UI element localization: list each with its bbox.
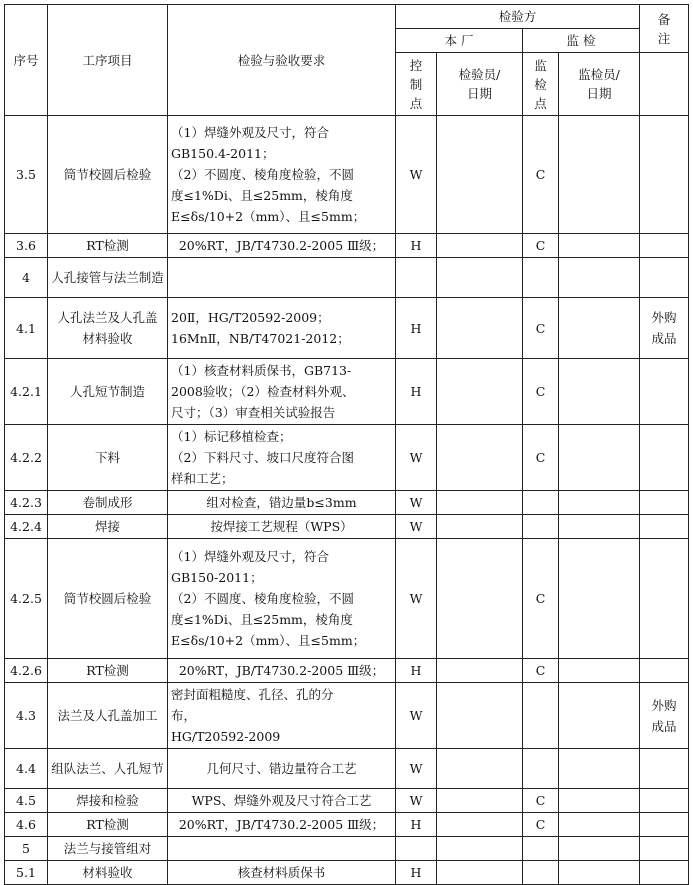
row-control-point: H bbox=[396, 298, 437, 359]
row-supervision-point: C bbox=[523, 659, 559, 683]
requirement-line: HG/T20592-2009 bbox=[171, 729, 281, 744]
row-requirement bbox=[168, 659, 396, 683]
row-supervision-point bbox=[523, 258, 559, 298]
requirement-line: 尺寸；（3）审查相关试验报告 bbox=[171, 405, 336, 420]
requirement-line: 布， bbox=[171, 708, 197, 723]
row-factory-inspector bbox=[437, 359, 523, 425]
row-control-point: W bbox=[396, 425, 437, 491]
table-row bbox=[5, 659, 689, 683]
row-requirement bbox=[168, 789, 396, 813]
row-supervision-inspector bbox=[559, 539, 640, 659]
row-requirement bbox=[168, 298, 396, 359]
row-process: 人孔短节制造 bbox=[48, 359, 168, 425]
header-seq: 序号 bbox=[5, 5, 48, 116]
table-row bbox=[5, 749, 689, 789]
row-control-point: W bbox=[396, 116, 437, 234]
row-seq: 5.1 bbox=[5, 861, 48, 885]
row-seq: 4.3 bbox=[5, 683, 48, 749]
requirement-line: 2008验收；（2）检查材料外观、 bbox=[171, 384, 355, 399]
header-requirement: 检验与验收要求 bbox=[168, 5, 396, 116]
row-factory-inspector bbox=[437, 515, 523, 539]
requirement-line: 组对检查，错边量b≤3mm bbox=[206, 495, 357, 510]
requirement-line: 按焊接工艺规程（WPS） bbox=[210, 519, 353, 534]
row-supervision-inspector bbox=[559, 515, 640, 539]
row-requirement bbox=[168, 683, 396, 749]
requirement-line: 20%RT，JB/T4730.2-2005 Ⅲ级； bbox=[178, 238, 385, 253]
row-seq: 4.5 bbox=[5, 789, 48, 813]
row-remark: 外购 成品 bbox=[640, 298, 689, 359]
row-control-point: W bbox=[396, 749, 437, 789]
requirement-line: 样和工艺； bbox=[171, 471, 234, 486]
row-remark bbox=[640, 659, 689, 683]
table-row bbox=[5, 813, 689, 837]
row-remark bbox=[640, 116, 689, 234]
row-requirement bbox=[168, 359, 396, 425]
row-process: 人孔接管与法兰制造 bbox=[48, 258, 168, 298]
requirement-line: （1）标记移植检查； bbox=[171, 429, 292, 444]
requirement-line: 20%RT，JB/T4730.2-2005 Ⅲ级； bbox=[178, 663, 385, 678]
row-requirement bbox=[168, 837, 396, 861]
table-row bbox=[5, 491, 689, 515]
row-supervision-inspector bbox=[559, 837, 640, 861]
row-factory-inspector bbox=[437, 539, 523, 659]
requirement-line: （2）不圆度、棱角度检验，不圆 bbox=[171, 167, 354, 182]
row-remark bbox=[640, 539, 689, 659]
row-control-point: H bbox=[396, 813, 437, 837]
row-seq: 4.4 bbox=[5, 749, 48, 789]
row-supervision-point bbox=[523, 837, 559, 861]
row-supervision-inspector bbox=[559, 116, 640, 234]
requirement-line: 几何尺寸、错边量符合工艺 bbox=[206, 761, 357, 776]
row-control-point: W bbox=[396, 683, 437, 749]
row-remark bbox=[640, 813, 689, 837]
row-process: RT检测 bbox=[48, 813, 168, 837]
row-supervision-point: C bbox=[523, 425, 559, 491]
table-row bbox=[5, 539, 689, 659]
row-process: 焊接和检验 bbox=[48, 789, 168, 813]
row-supervision-inspector bbox=[559, 425, 640, 491]
row-supervision-inspector bbox=[559, 258, 640, 298]
table-row bbox=[5, 837, 689, 861]
row-remark bbox=[640, 515, 689, 539]
row-supervision-point: C bbox=[523, 359, 559, 425]
header-control-point: 控 制 点 bbox=[396, 53, 437, 116]
header-supervision: 监 检 bbox=[523, 29, 640, 53]
row-seq: 3.6 bbox=[5, 234, 48, 258]
row-remark bbox=[640, 425, 689, 491]
row-remark bbox=[640, 359, 689, 425]
row-requirement bbox=[168, 116, 396, 234]
row-supervision-point: C bbox=[523, 789, 559, 813]
row-supervision-inspector bbox=[559, 491, 640, 515]
row-control-point: H bbox=[396, 861, 437, 885]
row-process: RT检测 bbox=[48, 234, 168, 258]
row-control-point: H bbox=[396, 234, 437, 258]
row-requirement bbox=[168, 749, 396, 789]
requirement-line: E≤δs/10+2（mm）、且≤5mm； bbox=[171, 209, 366, 224]
header-supervision-point: 监 检 点 bbox=[523, 53, 559, 116]
row-control-point: W bbox=[396, 491, 437, 515]
row-supervision-point bbox=[523, 749, 559, 789]
header-inspector-party: 检验方 bbox=[396, 5, 640, 29]
table-row bbox=[5, 116, 689, 234]
requirement-line: GB150-2011； bbox=[171, 570, 263, 585]
row-supervision-point: C bbox=[523, 234, 559, 258]
row-supervision-inspector bbox=[559, 234, 640, 258]
row-process: 筒节校圆后检验 bbox=[48, 539, 168, 659]
requirement-line: 20%RT，JB/T4730.2-2005 Ⅲ级； bbox=[178, 817, 385, 832]
row-supervision-inspector bbox=[559, 298, 640, 359]
row-remark bbox=[640, 789, 689, 813]
row-process: 法兰与接管组对 bbox=[48, 837, 168, 861]
requirement-line: WPS、焊缝外观及尺寸符合工艺 bbox=[191, 793, 372, 808]
table-body bbox=[5, 116, 689, 885]
row-process: 焊接 bbox=[48, 515, 168, 539]
header-supervision-inspector: 监检员/ 日期 bbox=[559, 53, 640, 116]
requirement-line: （1）核查材料质保书，GB713- bbox=[171, 363, 352, 378]
row-seq: 4 bbox=[5, 258, 48, 298]
row-supervision-inspector bbox=[559, 789, 640, 813]
row-seq: 3.5 bbox=[5, 116, 48, 234]
row-seq: 4.2.4 bbox=[5, 515, 48, 539]
row-seq: 5 bbox=[5, 837, 48, 861]
row-remark: 外购 成品 bbox=[640, 683, 689, 749]
row-supervision-point bbox=[523, 683, 559, 749]
row-supervision-inspector bbox=[559, 683, 640, 749]
row-requirement bbox=[168, 258, 396, 298]
row-supervision-inspector bbox=[559, 813, 640, 837]
row-requirement bbox=[168, 813, 396, 837]
table-row bbox=[5, 234, 689, 258]
row-factory-inspector bbox=[437, 425, 523, 491]
requirement-line: （2）下料尺寸、坡口尺度符合图 bbox=[171, 450, 354, 465]
row-requirement bbox=[168, 234, 396, 258]
table-row bbox=[5, 683, 689, 749]
row-supervision-point: C bbox=[523, 116, 559, 234]
requirement-line: 16MnⅡ，NB/T47021-2012； bbox=[171, 331, 350, 346]
requirement-line: GB150.4-2011； bbox=[171, 146, 275, 161]
requirement-line: （1）焊缝外观及尺寸，符合 bbox=[171, 549, 329, 564]
row-remark bbox=[640, 861, 689, 885]
row-control-point bbox=[396, 258, 437, 298]
row-process: 组队法兰、人孔短节 bbox=[48, 749, 168, 789]
row-requirement bbox=[168, 491, 396, 515]
row-requirement bbox=[168, 425, 396, 491]
row-process: 材料验收 bbox=[48, 861, 168, 885]
table-row bbox=[5, 298, 689, 359]
table-row bbox=[5, 425, 689, 491]
row-supervision-inspector bbox=[559, 659, 640, 683]
row-supervision-point: C bbox=[523, 539, 559, 659]
requirement-line: 度≤1%Di、且≤25mm，棱角度 bbox=[171, 612, 353, 627]
row-factory-inspector bbox=[437, 837, 523, 861]
inspection-table bbox=[4, 4, 689, 885]
row-supervision-inspector bbox=[559, 749, 640, 789]
requirement-line: E≤δs/10+2（mm）、且≤5mm； bbox=[171, 633, 366, 648]
row-requirement bbox=[168, 861, 396, 885]
row-process: 卷制成形 bbox=[48, 491, 168, 515]
row-factory-inspector bbox=[437, 258, 523, 298]
row-factory-inspector bbox=[437, 789, 523, 813]
row-supervision-point: C bbox=[523, 298, 559, 359]
row-factory-inspector bbox=[437, 116, 523, 234]
row-process: 人孔法兰及人孔盖 材料验收 bbox=[48, 298, 168, 359]
header-remark: 备 注 bbox=[640, 5, 689, 53]
row-factory-inspector bbox=[437, 749, 523, 789]
row-remark bbox=[640, 749, 689, 789]
row-factory-inspector bbox=[437, 659, 523, 683]
row-supervision-point bbox=[523, 491, 559, 515]
row-factory-inspector bbox=[437, 861, 523, 885]
row-remark bbox=[640, 258, 689, 298]
row-seq: 4.2.5 bbox=[5, 539, 48, 659]
table-row bbox=[5, 515, 689, 539]
requirement-line: （2）不圆度、棱角度检验，不圆 bbox=[171, 591, 354, 606]
header-process: 工序项目 bbox=[48, 5, 168, 116]
row-requirement bbox=[168, 515, 396, 539]
row-remark bbox=[640, 837, 689, 861]
table-row bbox=[5, 258, 689, 298]
row-control-point: H bbox=[396, 359, 437, 425]
row-seq: 4.2.6 bbox=[5, 659, 48, 683]
header-factory: 本 厂 bbox=[396, 29, 523, 53]
row-factory-inspector bbox=[437, 298, 523, 359]
row-seq: 4.2.3 bbox=[5, 491, 48, 515]
row-remark bbox=[640, 234, 689, 258]
row-control-point: W bbox=[396, 789, 437, 813]
requirement-line: 密封面粗糙度、孔径、孔的分 bbox=[171, 687, 334, 702]
row-control-point: W bbox=[396, 515, 437, 539]
row-seq: 4.2.2 bbox=[5, 425, 48, 491]
row-control-point: H bbox=[396, 659, 437, 683]
row-factory-inspector bbox=[437, 813, 523, 837]
row-factory-inspector bbox=[437, 234, 523, 258]
table-header bbox=[5, 5, 689, 116]
row-remark bbox=[640, 491, 689, 515]
row-requirement bbox=[168, 539, 396, 659]
row-supervision-point bbox=[523, 515, 559, 539]
table-row bbox=[5, 359, 689, 425]
table-row bbox=[5, 789, 689, 813]
row-factory-inspector bbox=[437, 683, 523, 749]
requirement-line: 度≤1%Di、且≤25mm，棱角度 bbox=[171, 188, 353, 203]
requirement-line: 核查材料质保书 bbox=[237, 865, 326, 880]
row-control-point: W bbox=[396, 539, 437, 659]
row-process: 筒节校圆后检验 bbox=[48, 116, 168, 234]
row-seq: 4.2.1 bbox=[5, 359, 48, 425]
row-process: 下料 bbox=[48, 425, 168, 491]
row-supervision-point bbox=[523, 861, 559, 885]
row-seq: 4.1 bbox=[5, 298, 48, 359]
requirement-line: （1）焊缝外观及尺寸，符合 bbox=[171, 125, 329, 140]
row-factory-inspector bbox=[437, 491, 523, 515]
table-row bbox=[5, 861, 689, 885]
row-process: RT检测 bbox=[48, 659, 168, 683]
row-process: 法兰及人孔盖加工 bbox=[48, 683, 168, 749]
requirement-line: 20Ⅱ，HG/T20592-2009； bbox=[171, 310, 330, 325]
header-remark-blank bbox=[640, 53, 689, 116]
row-control-point bbox=[396, 837, 437, 861]
row-supervision-inspector bbox=[559, 359, 640, 425]
row-supervision-point: C bbox=[523, 813, 559, 837]
row-supervision-inspector bbox=[559, 861, 640, 885]
header-factory-inspector: 检验员/ 日期 bbox=[437, 53, 523, 116]
row-seq: 4.6 bbox=[5, 813, 48, 837]
